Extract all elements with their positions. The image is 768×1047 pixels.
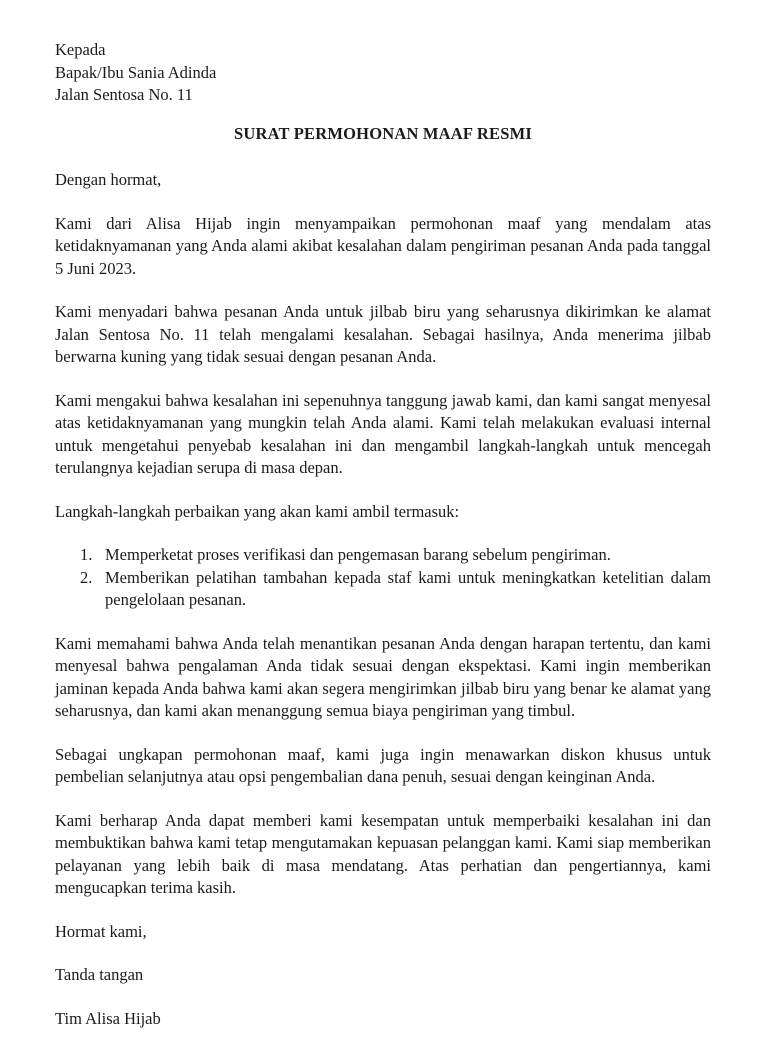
corrective-steps-list xyxy=(55,544,711,612)
paragraph-guarantee: Kami memahami bahwa Anda telah menantikan pesanan Anda dengan harapan tertentu, dan kami menyesal bahwa pengalaman Anda tidak sesuai dengan ekspektasi. Kami ingin memberikan jaminan kepada Anda bahwa kami akan segera mengirimkan jilbab biru yang benar ke alamat yang seharusnya, dan kami akan menanggung semua biaya pengiriman yang timbul. xyxy=(55,633,711,720)
list-item-text: Memperketat proses verifikasi dan pengemasan barang sebelum pengiriman. xyxy=(105,545,611,564)
list-item-text: Memberikan pelatihan tambahan kepada staf kami untuk meningkatkan ketelitian dalam pengelolaan pesanan. xyxy=(105,567,711,609)
paragraph-apology-intro: Kami dari Alisa Hijab ingin menyampaikan permohonan maaf yang mendalam atas ketidaknyamanan yang Anda alami akibat kesalahan dalam pengiriman pesanan Anda pada tanggal 5 Juni 2023. xyxy=(55,213,711,278)
list-item xyxy=(80,567,711,612)
paragraph-responsibility: Kami mengakui bahwa kesalahan ini sepenuhnya tanggung jawab kami, dan kami sangat menyesal atas ketidaknyamanan yang mungkin telah Anda alami. Kami telah melakukan evaluasi internal untuk mengetahui penyebab kesalahan ini dan mengambil langkah-langkah untuk mencegah terulangnya kejadian serupa di masa depan. xyxy=(55,390,711,477)
recipient-line-street: Jalan Sentosa No. 11 xyxy=(55,85,193,104)
paragraph-compensation-offer: Sebagai ungkapan permohonan maaf, kami juga ingin menawarkan diskon khusus untuk pembelian selanjutnya atau opsi pengembalian dana penuh, sesuai dengan keinginan Anda. xyxy=(55,744,711,786)
closing-salutation: Hormat kami, xyxy=(55,921,147,941)
corrective-steps-intro: Langkah-langkah perbaikan yang akan kami ambil termasuk: xyxy=(55,501,460,521)
paragraph-error-description: Kami menyadari bahwa pesanan Anda untuk jilbab biru yang seharusnya dikirimkan ke alamat Jalan Sentosa No. 11 telah mengalami kesalahan. Sebagai hasilnya, Anda menerima jilbab berwarna kuning yang tidak sesuai dengan pesanan Anda. xyxy=(55,302,711,366)
paragraph-closing-hope: Kami berharap Anda dapat memberi kami kesempatan untuk memperbaiki kesalahan ini dan membuktikan bahwa kami tetap mengutamakan kepuasan pelanggan kami. Kami siap memberikan pelayanan yang lebih baik di masa mendatang. Atas perhatian dan pengertiannya, kami mengucapkan terima kasih. xyxy=(55,810,711,897)
recipient-line-kepada: Kepada xyxy=(55,40,106,59)
signatory-name: Tim Alisa Hijab xyxy=(55,1008,161,1028)
signature-placeholder: Tanda tangan xyxy=(55,965,144,984)
salutation: Dengan hormat, xyxy=(55,170,162,189)
letter-title: SURAT PERMOHONAN MAAF RESMI xyxy=(234,123,532,143)
list-item xyxy=(80,544,711,567)
list-item-number: 1. xyxy=(80,545,93,564)
recipient-line-name: Bapak/Ibu Sania Adinda xyxy=(55,62,217,82)
list-item-number: 2. xyxy=(80,567,93,587)
recipient-address-block xyxy=(55,39,711,107)
